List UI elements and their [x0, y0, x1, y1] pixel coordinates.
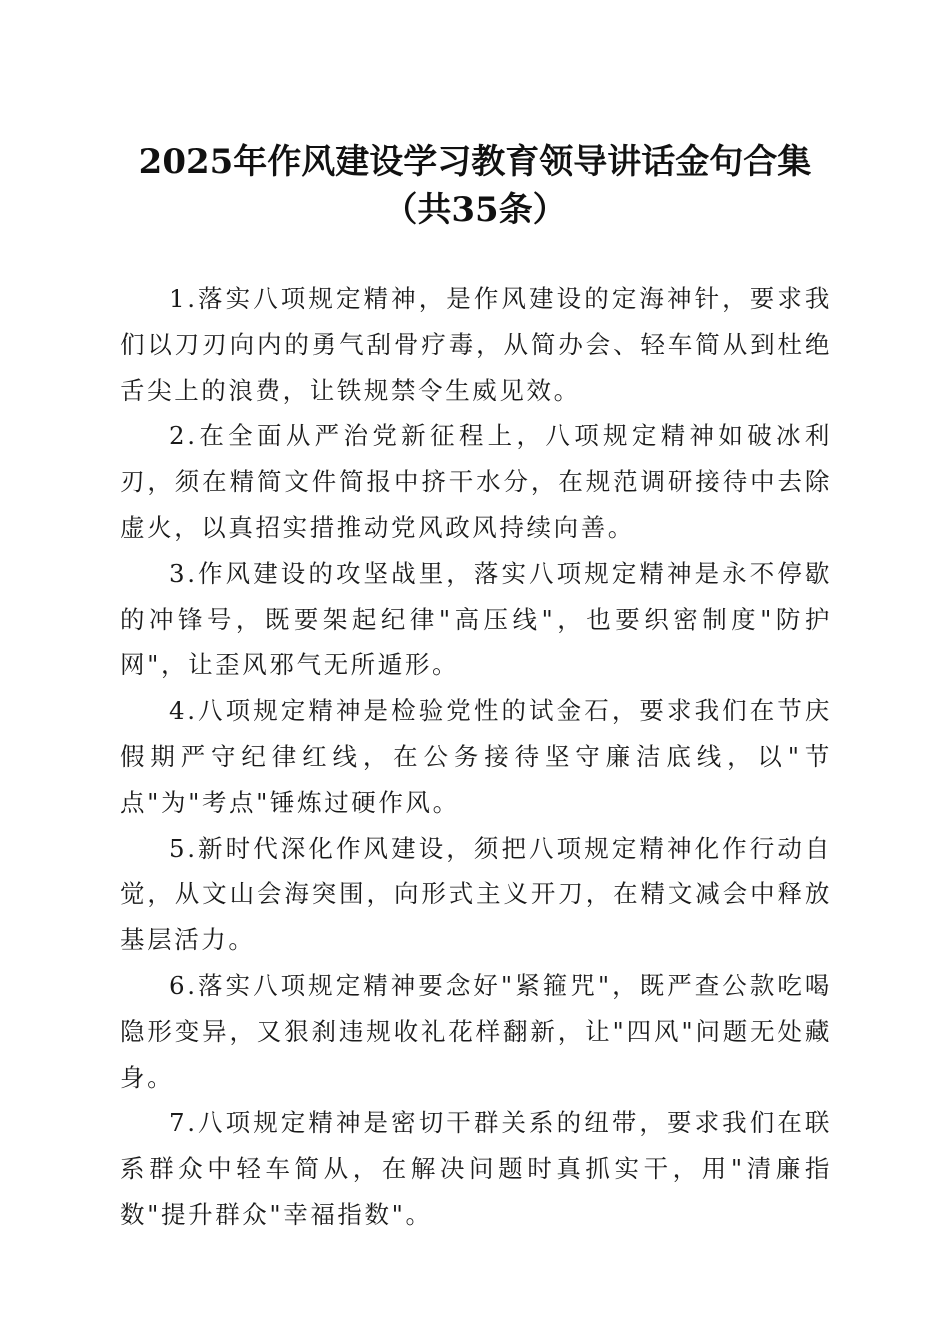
- quote-paragraph-3: 3.作风建设的攻坚战里，落实八项规定精神是永不停歇的冲锋号，既要架起纪律"高压线"，也要织密制度"防护网"，让歪风邪气无所遁形。: [120, 558, 832, 680]
- quote-paragraph-7: 7.八项规定精神是密切干群关系的纽带，要求我们在联系群众中轻车简从，在解决问题时真抓实干，用"清廉指数"提升群众"幸福指数"。: [120, 1108, 832, 1229]
- title-main-line: 2025年作风建设学习教育领导讲话金句合集: [138, 142, 812, 182]
- quote-paragraph-2: 2.在全面从严治党新征程上，八项规定精神如破冰利刃，须在精简文件简报中挤干水分，在规范调研接待中去除虚火，以真招实措推动党风政风持续向善。: [120, 421, 832, 542]
- quote-paragraph-6: 6.落实八项规定精神要念好"紧箍咒"，既严查公款吃喝隐形变异，又狠刹违规收礼花样翻新，让"四风"问题无处藏身。: [120, 970, 832, 1092]
- quote-paragraph-4: 4.八项规定精神是检验党性的试金石，要求我们在节庆假期严守纪律红线，在公务接待坚守廉洁底线，以"节点"为"考点"锤炼过硬作风。: [120, 696, 832, 817]
- quote-paragraph-1: 1.落实八项规定精神，是作风建设的定海神针，要求我们以刀刃向内的勇气刮骨疗毒，从简办会、轻车简从到杜绝舌尖上的浪费，让铁规禁令生威见效。: [120, 284, 832, 405]
- title-count-line: （共35条）: [383, 190, 567, 230]
- quote-paragraph-5: 5.新时代深化作风建设，须把八项规定精神化作行动自觉，从文山会海突围，向形式主义开刀，在精文减会中释放基层活力。: [120, 833, 832, 955]
- document-title: [0, 138, 950, 234]
- document-body: [120, 276, 832, 1238]
